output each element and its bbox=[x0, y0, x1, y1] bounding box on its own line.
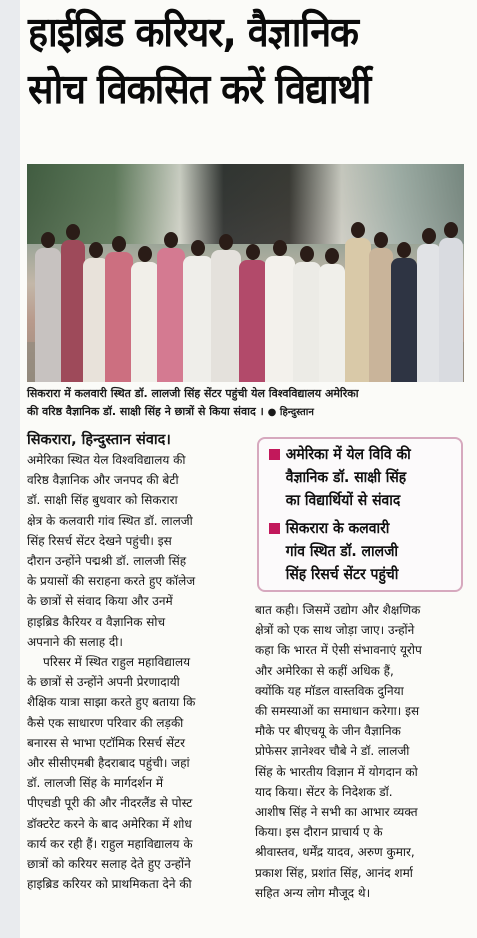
person-head bbox=[444, 222, 458, 238]
group-photo bbox=[27, 164, 464, 382]
person-head bbox=[273, 240, 287, 256]
highlight-item bbox=[269, 517, 465, 586]
article-line: सहित अन्य लोग मौजूद थे। bbox=[255, 885, 371, 900]
page-margin bbox=[0, 0, 20, 938]
article-line: अमेरिका स्थित येल विश्वविद्यालय की bbox=[27, 453, 186, 467]
article-line: डॉ. लालजी सिंह के मार्गदर्शन में bbox=[27, 776, 164, 791]
article-line: छात्रों को करियर सलाह देते हुए उन्होंने bbox=[27, 857, 191, 872]
article-line: क्षेत्रों को एक साथ जोड़ा जाए। उन्होंने bbox=[255, 623, 415, 638]
article-column-right bbox=[255, 600, 467, 903]
person-head bbox=[66, 224, 80, 240]
article-line: और सीसीएमबी हैदराबाद पहुंची। जहां bbox=[27, 756, 190, 771]
person-head bbox=[246, 244, 260, 260]
article-line: के छात्रों से संवाद किया और उनमें bbox=[27, 594, 173, 609]
person-silhouette bbox=[345, 238, 371, 382]
article-line: के छात्रों से उन्होंने अपनी प्रेरणादायी bbox=[27, 675, 180, 690]
photo-credit: ● हिन्दुस्तान bbox=[267, 407, 314, 418]
article-line: प्रोफेसर ज्ञानेश्वर चौबे ने डॉ. लालजी bbox=[255, 744, 410, 759]
article-line: सिंह के भारतीय विज्ञान में योगदान को bbox=[255, 764, 418, 779]
highlight-line: गांव स्थित डॉ. लालजी bbox=[285, 542, 399, 560]
headline bbox=[28, 4, 473, 118]
person-silhouette bbox=[239, 260, 267, 382]
article-line: अपनाने की सलाह दी। bbox=[27, 634, 123, 649]
article-line: किया। इस दौरान प्राचार्य ए के bbox=[255, 825, 383, 840]
article-line: कार्य कर रही हैं। राहुल महाविद्यालय के bbox=[27, 836, 193, 851]
article-line: मौके पर बीएचयू के जीन वैज्ञानिक bbox=[255, 724, 401, 739]
article-line: बनारस से भाभा एटॉमिक रिसर्च सेंटर bbox=[27, 735, 186, 750]
article-line: श्रीवास्तव, धर्मेंद्र यादव, अरुण कुमार, bbox=[255, 845, 415, 860]
article-line: बात कही। जिसमें उद्योग और शैक्षणिक bbox=[255, 603, 421, 617]
article-line: परिसर में स्थित राहुल महाविद्यालय bbox=[43, 655, 191, 670]
dateline: सिकरारा, हिन्दुस्तान संवाद। bbox=[27, 432, 171, 448]
person-silhouette bbox=[391, 258, 417, 382]
article-line: डॉ. साक्षी सिंह बुधवार को सिकरारा bbox=[27, 493, 178, 508]
person-head bbox=[219, 234, 233, 250]
person-silhouette bbox=[439, 238, 463, 382]
article-line: क्योंकि यह मॉडल वास्तविक दुनिया bbox=[255, 683, 404, 698]
article-line: हाइब्रिड कैरियर व वैज्ञानिक सोच bbox=[27, 614, 166, 629]
person-head bbox=[191, 240, 205, 256]
article-line: कहा कि भारत में ऐसी संभावनाएं यूरोप bbox=[255, 643, 422, 658]
article-line: शैक्षिक यात्रा साझा करते हुए बताया कि bbox=[27, 695, 196, 710]
person-head bbox=[112, 236, 126, 252]
highlight-line: वैज्ञानिक डॉ. साक्षी सिंह bbox=[285, 468, 407, 486]
article-line: आशीष सिंह ने सभी का आभार व्यक्त bbox=[255, 805, 418, 820]
highlight-item bbox=[269, 443, 465, 512]
article-line: क्षेत्र के कलवारी गांव स्थित डॉ. लालजी bbox=[27, 513, 193, 528]
person-silhouette bbox=[105, 252, 133, 382]
person-silhouette bbox=[417, 244, 441, 382]
article-line: और अमेरिका से कहीं अधिक हैं, bbox=[255, 663, 394, 678]
highlight-line: सिकरारा के कलवारी bbox=[285, 519, 390, 537]
person-silhouette bbox=[131, 262, 159, 382]
person-head bbox=[397, 242, 411, 258]
person-silhouette bbox=[293, 262, 321, 382]
photo-background-building bbox=[27, 164, 464, 244]
highlight-line: सिंह रिसर्च सेंटर पहुंची bbox=[285, 565, 399, 583]
person-silhouette bbox=[265, 256, 295, 382]
article-line: दौरान उन्होंने पद्मश्री डॉ. लालजी सिंह bbox=[27, 554, 187, 569]
highlights-box bbox=[257, 437, 463, 592]
person-head bbox=[325, 248, 339, 264]
person-silhouette bbox=[183, 256, 213, 382]
article-line: प्रकाश सिंह, प्रशांत सिंह, आनंद शर्मा bbox=[255, 865, 413, 880]
person-silhouette bbox=[157, 248, 185, 382]
article-right-body bbox=[255, 600, 467, 903]
person-head bbox=[138, 246, 152, 262]
person-silhouette bbox=[369, 248, 393, 382]
person-silhouette bbox=[61, 240, 85, 382]
headline-line-2: सोच विकसित करें विद्यार्थी bbox=[28, 65, 371, 113]
article-line: हाइब्रिड करियर को प्राथमिकता देने की bbox=[27, 877, 192, 892]
article-line: वरिष्ठ वैज्ञानिक और जनपद की बेटी bbox=[27, 473, 179, 488]
article-line: डॉक्टरेट करने के बाद अमेरिका में शोध bbox=[27, 816, 192, 831]
person-silhouette bbox=[211, 250, 241, 382]
headline-line-1: हाईब्रिड करियर, वैज्ञानिक bbox=[28, 8, 358, 56]
person-head bbox=[164, 232, 178, 248]
article-column-left bbox=[27, 430, 249, 894]
article-line: के प्रयासों की सराहना करते हुए कॉलेज bbox=[27, 574, 196, 589]
person-head bbox=[422, 228, 436, 244]
photo-caption bbox=[27, 385, 467, 422]
person-silhouette bbox=[319, 264, 345, 382]
caption-line-2: की वरिष्ठ वैज्ञानिक डॉ. साक्षी सिंह ने छात्रों से किया संवाद । bbox=[27, 405, 264, 418]
person-head bbox=[300, 246, 314, 262]
article-line: की समस्याओं का समाधान करेगा। इस bbox=[255, 704, 420, 719]
highlight-line: का विद्यार्थियों से संवाद bbox=[285, 491, 401, 509]
person-head bbox=[89, 242, 103, 258]
person-head bbox=[41, 232, 55, 248]
article-line: कैसे एक साधारण परिवार की लड़की bbox=[27, 715, 184, 730]
person-head bbox=[351, 222, 365, 238]
article-left-body bbox=[27, 450, 249, 894]
article-line: पीएचडी पूरी की और नीदरलैंड से पोस्ट bbox=[27, 796, 193, 811]
person-silhouette bbox=[35, 248, 61, 382]
article-line: याद किया। सेंटर के निदेशक डॉ. bbox=[255, 784, 393, 799]
person-head bbox=[374, 232, 388, 248]
highlight-line: अमेरिका में येल विवि की bbox=[285, 445, 411, 463]
article-line: सिंह रिसर्च सेंटर देखने पहुंची। इस bbox=[27, 533, 172, 548]
caption-line-1: सिकरारा में कलवारी स्थित डॉ. लालजी सिंह सेंटर पहुंची येल विश्वविद्यालय अमेरिका bbox=[27, 387, 359, 400]
